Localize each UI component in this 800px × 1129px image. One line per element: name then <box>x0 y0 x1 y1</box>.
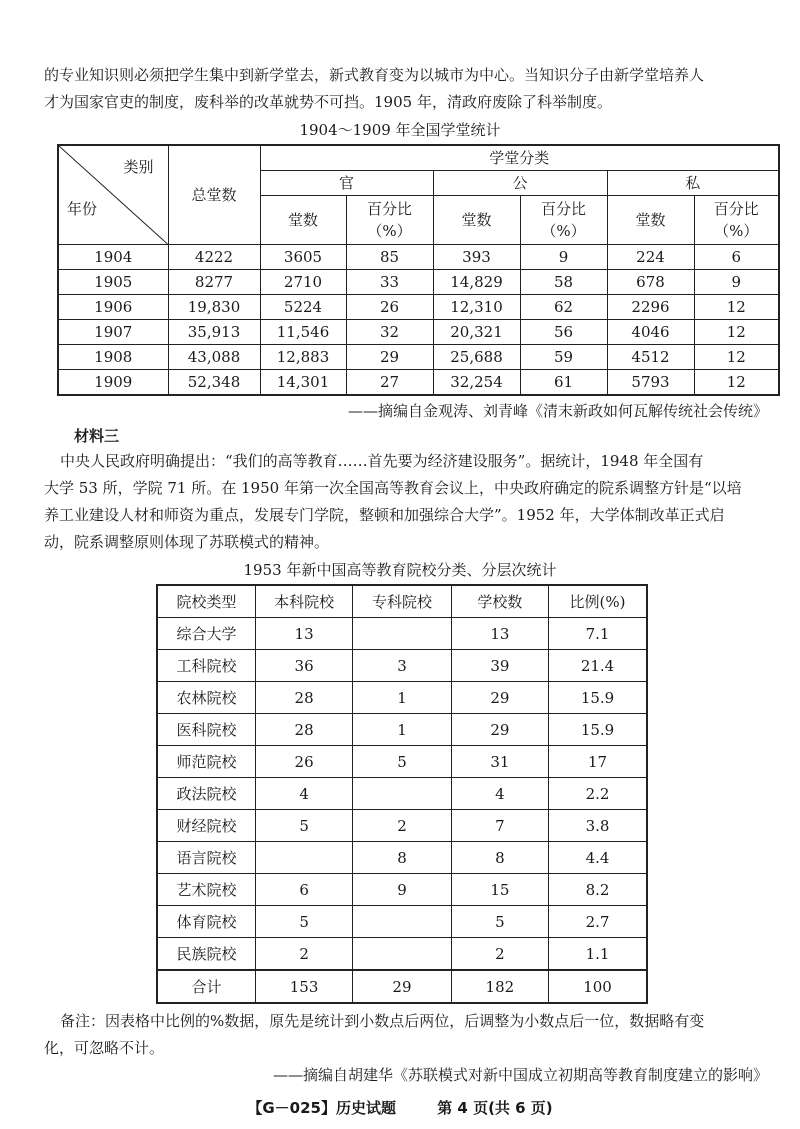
cell-si-count: 4512 <box>607 345 694 370</box>
category-label: 类别 <box>123 158 154 176</box>
percent-header <box>520 196 607 245</box>
cell-gong-count: 25,688 <box>433 345 520 370</box>
cell-gong-pct: 59 <box>520 345 607 370</box>
percent-unit: （%） <box>714 222 759 240</box>
table-row <box>157 714 647 746</box>
value-cell: 15.9 <box>549 714 647 746</box>
cell-year: 1908 <box>58 345 168 370</box>
material3-heading: 材料三 <box>74 427 120 445</box>
value-cell: 15 <box>451 874 548 906</box>
table-row <box>157 618 647 650</box>
value-cell: 7 <box>451 810 548 842</box>
cell-guan-count: 3605 <box>260 245 346 270</box>
table2-title: 1953 年新中国高等教育院校分类、分层次统计 <box>243 561 557 579</box>
value-cell: 1 <box>353 682 451 714</box>
cell-guan-count: 5224 <box>260 295 346 320</box>
material3-line: 养工业建设人材和师资为重点，发展专门学院，整顿和加强综合大学”。1952 年，大学体制改革正式启 <box>44 506 725 524</box>
cell-gong-count: 14,829 <box>433 270 520 295</box>
exam-code: 【G－025】历史试题 <box>247 1099 396 1117</box>
header-row <box>157 585 647 618</box>
value-cell: 13 <box>451 618 548 650</box>
value-cell: 2 <box>353 810 451 842</box>
cell-total: 35,913 <box>168 320 260 345</box>
material3-line: 中央人民政府明确提出：“我们的高等教育……首先要为经济建设服务”。据统计，1948 年全国有 <box>60 452 704 470</box>
table-row <box>157 650 647 682</box>
school-type-cell: 艺术院校 <box>157 874 255 906</box>
value-cell: 26 <box>255 746 352 778</box>
value-cell: 29 <box>451 714 548 746</box>
cell-si-count: 224 <box>607 245 694 270</box>
value-cell: 4 <box>255 778 352 810</box>
value-cell: 9 <box>353 874 451 906</box>
diagonal-header-cell <box>58 145 168 245</box>
value-cell: 17 <box>549 746 647 778</box>
value-cell: 1.1 <box>549 938 647 971</box>
table2-note <box>44 1008 764 1062</box>
group-header-si: 私 <box>607 171 779 196</box>
cell-total: 8277 <box>168 270 260 295</box>
school-type-cell: 农林院校 <box>157 682 255 714</box>
total-value: 182 <box>451 970 548 1003</box>
value-cell: 21.4 <box>549 650 647 682</box>
count-header: 堂数 <box>260 196 346 245</box>
total-value: 29 <box>353 970 451 1003</box>
cell-total: 43,088 <box>168 345 260 370</box>
total-value: 153 <box>255 970 352 1003</box>
value-cell: 3.8 <box>549 810 647 842</box>
cell-total: 19,830 <box>168 295 260 320</box>
value-cell: 36 <box>255 650 352 682</box>
value-cell: 5 <box>353 746 451 778</box>
value-cell <box>353 938 451 971</box>
cell-gong-pct: 62 <box>520 295 607 320</box>
table2-source-text: ——摘编自胡建华《苏联模式对新中国成立初期高等教育制度建立的影响》 <box>272 1066 768 1084</box>
value-cell: 2.2 <box>549 778 647 810</box>
cell-si-pct: 12 <box>694 320 779 345</box>
total-row <box>157 970 647 1003</box>
school-statistics-table <box>57 144 780 396</box>
page-footer <box>0 1098 800 1118</box>
value-cell: 2 <box>255 938 352 971</box>
value-cell: 8.2 <box>549 874 647 906</box>
table-row <box>58 270 779 295</box>
value-cell: 7.1 <box>549 618 647 650</box>
cell-si-count: 2296 <box>607 295 694 320</box>
table-row <box>157 778 647 810</box>
cell-gong-pct: 58 <box>520 270 607 295</box>
intro-line: 才为国家官吏的制度，废科举的改革就势不可挡。1905 年，清政府废除了科举制度。 <box>44 93 612 111</box>
table-row <box>58 245 779 270</box>
value-cell: 13 <box>255 618 352 650</box>
total-header: 总堂数 <box>168 145 260 245</box>
school-type-cell: 师范院校 <box>157 746 255 778</box>
classification-header: 学堂分类 <box>260 145 779 171</box>
value-cell: 5 <box>255 810 352 842</box>
percent-label: 百分比 <box>540 200 586 218</box>
column-header: 比例(%) <box>549 585 647 618</box>
table-row <box>157 906 647 938</box>
page-number: 第 4 页(共 6 页) <box>437 1099 553 1117</box>
cell-year: 1909 <box>58 370 168 396</box>
count-header: 堂数 <box>607 196 694 245</box>
column-header: 院校类型 <box>157 585 255 618</box>
cell-year: 1906 <box>58 295 168 320</box>
table-row <box>157 746 647 778</box>
table1-title: 1904～1909 年全国学堂统计 <box>299 121 501 139</box>
group-header-gong: 公 <box>433 171 607 196</box>
material3-paragraph <box>44 448 764 556</box>
cell-gong-pct: 56 <box>520 320 607 345</box>
school-type-cell: 政法院校 <box>157 778 255 810</box>
table-row <box>157 874 647 906</box>
cell-total: 4222 <box>168 245 260 270</box>
cell-guan-count: 11,546 <box>260 320 346 345</box>
value-cell: 28 <box>255 714 352 746</box>
value-cell: 31 <box>451 746 548 778</box>
cell-guan-pct: 29 <box>346 345 433 370</box>
school-type-cell: 医科院校 <box>157 714 255 746</box>
value-cell: 5 <box>451 906 548 938</box>
cell-guan-pct: 32 <box>346 320 433 345</box>
column-header: 学校数 <box>451 585 548 618</box>
table-row <box>157 842 647 874</box>
cell-gong-count: 393 <box>433 245 520 270</box>
cell-gong-pct: 61 <box>520 370 607 396</box>
cell-year: 1905 <box>58 270 168 295</box>
intro-line: 的专业知识则必须把学生集中到新学堂去，新式教育变为以城市为中心。当知识分子由新学堂培养人 <box>44 66 705 84</box>
value-cell: 29 <box>451 682 548 714</box>
cell-guan-count: 2710 <box>260 270 346 295</box>
percent-header <box>346 196 433 245</box>
value-cell <box>353 906 451 938</box>
cell-si-pct: 12 <box>694 370 779 396</box>
percent-header <box>694 196 779 245</box>
cell-year: 1907 <box>58 320 168 345</box>
cell-guan-pct: 85 <box>346 245 433 270</box>
material3-line: 大学 53 所，学院 71 所。在 1950 年第一次全国高等教育会议上，中央政府确定的院系调整方针是“以培 <box>44 479 742 497</box>
table-row <box>157 810 647 842</box>
cell-guan-pct: 26 <box>346 295 433 320</box>
school-type-cell: 民族院校 <box>157 938 255 971</box>
percent-label: 百分比 <box>713 200 759 218</box>
value-cell: 8 <box>451 842 548 874</box>
cell-si-pct: 12 <box>694 295 779 320</box>
table-row <box>58 370 779 396</box>
percent-unit: （%） <box>367 222 412 240</box>
table-row <box>58 295 779 320</box>
value-cell <box>255 842 352 874</box>
cell-gong-count: 12,310 <box>433 295 520 320</box>
cell-gong-count: 32,254 <box>433 370 520 396</box>
table-row <box>157 938 647 971</box>
percent-unit: （%） <box>541 222 586 240</box>
cell-guan-pct: 33 <box>346 270 433 295</box>
cell-total: 52,348 <box>168 370 260 396</box>
university-statistics-table <box>156 584 648 1004</box>
table1-source <box>0 398 768 424</box>
value-cell <box>353 778 451 810</box>
table-row <box>58 320 779 345</box>
cell-guan-count: 14,301 <box>260 370 346 396</box>
cell-si-pct: 6 <box>694 245 779 270</box>
cell-guan-count: 12,883 <box>260 345 346 370</box>
cell-si-count: 5793 <box>607 370 694 396</box>
cell-si-count: 4046 <box>607 320 694 345</box>
value-cell: 15.9 <box>549 682 647 714</box>
table-row <box>157 682 647 714</box>
school-type-cell: 语言院校 <box>157 842 255 874</box>
value-cell: 3 <box>353 650 451 682</box>
cell-si-count: 678 <box>607 270 694 295</box>
total-value: 100 <box>549 970 647 1003</box>
value-cell: 39 <box>451 650 548 682</box>
cell-si-pct: 9 <box>694 270 779 295</box>
group-header-guan: 官 <box>260 171 433 196</box>
material3-line: 动，院系调整原则体现了苏联模式的精神。 <box>44 533 330 551</box>
note-line: 化，可忽略不计。 <box>44 1039 165 1057</box>
school-type-cell: 财经院校 <box>157 810 255 842</box>
intro-paragraph <box>44 62 764 116</box>
value-cell: 1 <box>353 714 451 746</box>
value-cell: 5 <box>255 906 352 938</box>
value-cell: 8 <box>353 842 451 874</box>
cell-year: 1904 <box>58 245 168 270</box>
percent-label: 百分比 <box>366 200 412 218</box>
cell-gong-count: 20,321 <box>433 320 520 345</box>
value-cell: 2.7 <box>549 906 647 938</box>
table1-source-text: ——摘编自金观涛、刘青峰《清末新政如何瓦解传统社会传统》 <box>347 402 768 420</box>
cell-si-pct: 12 <box>694 345 779 370</box>
value-cell: 28 <box>255 682 352 714</box>
value-cell: 2 <box>451 938 548 971</box>
cell-guan-pct: 27 <box>346 370 433 396</box>
column-header: 本科院校 <box>255 585 352 618</box>
school-type-cell: 体育院校 <box>157 906 255 938</box>
school-type-cell: 工科院校 <box>157 650 255 682</box>
cell-gong-pct: 9 <box>520 245 607 270</box>
value-cell <box>353 618 451 650</box>
count-header: 堂数 <box>433 196 520 245</box>
total-label: 合计 <box>157 970 255 1003</box>
value-cell: 4 <box>451 778 548 810</box>
table2-source <box>0 1062 768 1088</box>
year-label: 年份 <box>67 200 98 218</box>
value-cell: 6 <box>255 874 352 906</box>
table-row <box>58 345 779 370</box>
note-line: 备注：因表格中比例的%数据，原先是统计到小数点后两位，后调整为小数点后一位，数据略有变 <box>60 1012 705 1030</box>
column-header: 专科院校 <box>353 585 451 618</box>
school-type-cell: 综合大学 <box>157 618 255 650</box>
value-cell: 4.4 <box>549 842 647 874</box>
